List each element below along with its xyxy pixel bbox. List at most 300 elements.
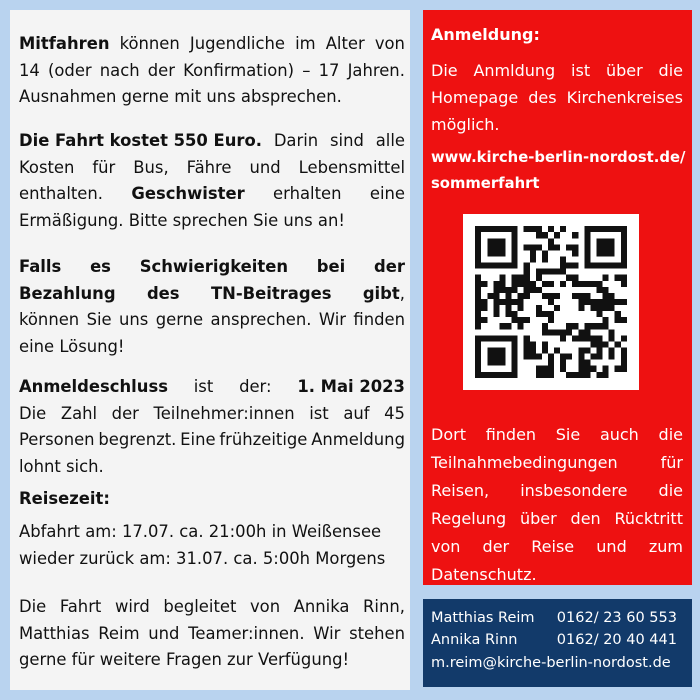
qr-module [554,348,560,354]
qr-module [603,323,609,329]
qr-module [566,372,572,378]
qr-module [536,269,542,275]
qr-module [621,256,627,262]
qr-module [597,348,603,354]
qr-module [475,341,481,347]
qr-module [554,269,560,275]
qr-module [603,287,609,293]
qr-module [524,263,530,269]
qr-module [512,263,518,269]
qr-module [530,348,536,354]
qr-module [524,281,530,287]
qr-module [566,244,572,250]
qr-module [512,226,518,232]
qr-module [584,250,590,256]
qr-module [548,354,554,360]
qr-module [597,281,603,287]
qr-module [518,281,524,287]
qr-module [603,317,609,323]
qr-module [584,366,590,372]
qr-module [615,366,621,372]
qr-module [512,281,518,287]
qr-module [518,323,524,329]
qr-module [572,293,578,299]
qr-module [512,256,518,262]
qr-module [530,250,536,256]
registration-text: Die Anmldung ist über die Homepage des Kirchenkreises möglich. [431,61,683,134]
qr-module [542,232,548,238]
contact-name: Annika Rinn [431,632,518,648]
qr-module [505,372,511,378]
qr-module [566,323,572,329]
qr-module [505,287,511,293]
qr-module [475,317,481,323]
qr-module [578,354,584,360]
qr-module [621,250,627,256]
registration-title: Anmeldung: [431,25,540,44]
qr-module [493,244,499,250]
qr-module [621,238,627,244]
qr-module [584,323,590,329]
qr-module [475,305,481,311]
qr-module [566,354,572,360]
qr-module [530,354,536,360]
contact-phone: 0162/ 23 60 553 [556,610,677,626]
travel-time-title: Reisezeit: [19,489,110,508]
qr-module [475,232,481,238]
qr-module [475,244,481,250]
qr-module [487,250,493,256]
qr-module [590,305,596,311]
qr-module [590,341,596,347]
contact-row [431,608,677,629]
qr-module [597,244,603,250]
qr-module [475,323,481,329]
qr-module [499,238,505,244]
qr-module [475,293,481,299]
qr-module [518,275,524,281]
qr-module [603,366,609,372]
qr-module [584,256,590,262]
qr-module [499,244,505,250]
qr-module [524,348,530,354]
qr-module [481,299,487,305]
qr-module [542,366,548,372]
cost-paragraph: Die Fahrt kostet 550 Euro. Darin sind alle Kosten für Bus, Fähre und Lebensmittel enthalten. Geschwister erhalten eine Ermäßigung. Bitte sprechen Sie uns an! [19,131,405,230]
qr-module [572,232,578,238]
qr-module [590,366,596,372]
qr-module [597,299,603,305]
qr-module [584,263,590,269]
qr-module [536,354,542,360]
qr-module [493,348,499,354]
qr-module [512,341,518,347]
qr-module [572,250,578,256]
qr-module [475,366,481,372]
qr-module [560,335,566,341]
qr-module [499,263,505,269]
qr-module [524,244,530,250]
qr-module [512,311,518,317]
qr-module [590,323,596,329]
qr-module [584,238,590,244]
qr-module [590,263,596,269]
qr-module [512,348,518,354]
qr-module [487,293,493,299]
qr-module [493,287,499,293]
qr-module [597,354,603,360]
qr-module [615,263,621,269]
registration-url[interactable]: www.kirche-berlin-nordost.de/ sommerfahrt [431,149,686,192]
qr-module [481,372,487,378]
qr-module [560,281,566,287]
qr-module [493,354,499,360]
qr-module [621,366,627,372]
qr-module [615,341,621,347]
qr-module [572,323,578,329]
qr-module [609,293,615,299]
qr-module [475,348,481,354]
contact-row [431,630,677,651]
conditions-text: Dort finden Sie auch die Teilnahmebedingungen für Reisen, insbesondere die Regelung über den Rücktritt von der Reise und zum Datenschutz. [431,425,683,584]
qr-module [578,360,584,366]
qr-module [621,275,627,281]
qr-module [590,226,596,232]
qr-module [597,250,603,256]
qr-module [621,299,627,305]
qr-module [499,335,505,341]
qr-module [615,299,621,305]
qr-module [603,299,609,305]
qr-module [505,305,511,311]
qr-module [560,263,566,269]
qr-module [584,360,590,366]
qr-module [512,238,518,244]
qr-module [609,263,615,269]
qr-module [512,372,518,378]
qr-module [615,275,621,281]
qr-module [530,341,536,347]
qr-module [487,360,493,366]
qr-module [524,269,530,275]
qr-module [487,244,493,250]
qr-module [505,335,511,341]
qr-module [518,305,524,311]
qr-module [609,305,615,311]
qr-module [590,335,596,341]
qr-module [615,311,621,317]
qr-module [493,360,499,366]
qr-module [512,335,518,341]
qr-module [524,226,530,232]
qr-module [578,299,584,305]
qr-module [578,335,584,341]
deadline-paragraph: Anmeldeschluss ist der: 1. Mai 2023 Die Zahl der Teilnehmer:innen ist auf 45 Personen begrenzt. Eine frühzeitige Anmeldung lohnt sich. [19,377,405,476]
qr-module [560,329,566,335]
qr-module [493,226,499,232]
qr-module [609,226,615,232]
qr-module [493,293,499,299]
qr-module [542,348,548,354]
qr-module [566,329,572,335]
qr-module [505,263,511,269]
qr-module [512,244,518,250]
qr-module [487,372,493,378]
qr-module [481,281,487,287]
qr-module [548,329,554,335]
qr-module [512,250,518,256]
qr-module [566,275,572,281]
qr-module [597,323,603,329]
qr-module [536,287,542,293]
qr-module [560,256,566,262]
qr-module [621,317,627,323]
qr-module [512,287,518,293]
travel-time-section [19,486,405,513]
qr-module [572,263,578,269]
qr-module [597,263,603,269]
qr-module [505,226,511,232]
qr-module [548,226,554,232]
qr-module [560,354,566,360]
qr-module [536,244,542,250]
qr-module [584,232,590,238]
qr-module [584,293,590,299]
qr-module [554,293,560,299]
qr-module [597,238,603,244]
qr-module [572,335,578,341]
qr-module [475,238,481,244]
qr-module [536,226,542,232]
qr-module [584,348,590,354]
qr-module [493,335,499,341]
qr-module [530,287,536,293]
qr-module [566,263,572,269]
qr-module [554,232,560,238]
qr-module [542,256,548,262]
qr-module [603,238,609,244]
qr-module [542,372,548,378]
qr-module [548,317,554,323]
qr-module [542,329,548,335]
qr-module [621,354,627,360]
qr-module [621,335,627,341]
qr-module [512,317,518,323]
qr-module [481,317,487,323]
qr-module [475,226,481,232]
qr-module [493,299,499,305]
qr-module [481,263,487,269]
qr-module [597,226,603,232]
qr-module [615,317,621,323]
qr-module [499,372,505,378]
qr-module [548,293,554,299]
qr-module [512,299,518,305]
qr-module [475,287,481,293]
team-paragraph: Die Fahrt wird begleitet von Annika Rinn, Matthias Reim und Teamer:innen. Wir stehen gerne für weitere Fragen zur Verfügung! [19,597,405,669]
qr-module [518,293,524,299]
qr-module [542,293,548,299]
qr-module [560,366,566,372]
qr-module [475,299,481,305]
qr-module [609,250,615,256]
qr-module [572,372,578,378]
qr-module [572,244,578,250]
qr-module [548,360,554,366]
qr-module [603,263,609,269]
qr-module [603,226,609,232]
qr-module [548,244,554,250]
qr-module [578,281,584,287]
qr-module [499,250,505,256]
qr-module [512,232,518,238]
qr-module [505,293,511,299]
qr-module [524,293,530,299]
qr-module [621,281,627,287]
contact-email[interactable]: m.reim@kirche-berlin-nordost.de [431,655,671,671]
qr-module [621,348,627,354]
qr-module [481,305,487,311]
qr-module [542,341,548,347]
qr-module [578,366,584,372]
qr-module [597,341,603,347]
qr-module [578,293,584,299]
qr-module [621,360,627,366]
qr-module [548,269,554,275]
qr-module [548,372,554,378]
qr-module [554,244,560,250]
qr-module [499,281,505,287]
qr-module [609,348,615,354]
qr-module [493,372,499,378]
qr-module [505,323,511,329]
qr-module [505,299,511,305]
qr-module [609,299,615,305]
qr-module [542,269,548,275]
qr-module [512,360,518,366]
qr-module [475,372,481,378]
qr-module [536,372,542,378]
qr-module [536,311,542,317]
qr-module [499,323,505,329]
qr-module [584,226,590,232]
qr-module [597,287,603,293]
qr-module [487,238,493,244]
qr-code-icon [463,214,639,390]
qr-module [609,238,615,244]
qr-module [512,366,518,372]
qr-module [572,275,578,281]
qr-module [536,305,542,311]
qr-module [584,372,590,378]
qr-module [499,354,505,360]
qr-module [609,329,615,335]
qr-module [603,293,609,299]
qr-module [524,275,530,281]
qr-module [499,299,505,305]
qr-module [597,335,603,341]
qr-module [609,335,615,341]
qr-module [584,281,590,287]
qr-module [560,226,566,232]
qr-module [487,354,493,360]
contact-phone: 0162/ 20 40 441 [556,632,677,648]
qr-module [536,275,542,281]
qr-module [475,250,481,256]
qr-module [603,341,609,347]
qr-module [475,256,481,262]
qr-module [603,372,609,378]
qr-module [493,250,499,256]
participants-paragraph: Mitfahren können Jugendliche im Alter von 14 (oder nach der Konfirmation) – 17 Jahren. Ausnahmen gerne mit uns absprechen. [19,34,405,106]
qr-module [590,354,596,360]
qr-module [487,263,493,269]
qr-module [554,305,560,311]
qr-module [524,354,530,360]
qr-module [542,281,548,287]
qr-module [524,335,530,341]
qr-module [499,226,505,232]
qr-module [560,269,566,275]
qr-module [524,317,530,323]
qr-module [493,238,499,244]
qr-module [578,372,584,378]
qr-module [524,287,530,293]
qr-module [597,305,603,311]
qr-module [518,317,524,323]
qr-module [615,226,621,232]
qr-module [499,275,505,281]
qr-module [518,299,524,305]
qr-module [609,244,615,250]
qr-module [493,281,499,287]
qr-module [597,372,603,378]
qr-module [493,263,499,269]
qr-module [621,226,627,232]
qr-module [493,311,499,317]
qr-module [560,360,566,366]
qr-module [603,244,609,250]
qr-module [481,335,487,341]
qr-module [578,348,584,354]
qr-module [499,348,505,354]
payment-paragraph: Falls es Schwierigkeiten bei der Bezahlung des TN-Beitrages gibt, können Sie uns gerne ansprechen. Wir finden eine Lösung! [19,257,405,356]
qr-module [530,281,536,287]
qr-module [487,348,493,354]
qr-module [621,263,627,269]
qr-module [475,263,481,269]
qr-module [505,311,511,317]
qr-module [536,366,542,372]
qr-module [475,335,481,341]
qr-module [548,311,554,317]
qr-module [609,354,615,360]
qr-module [603,250,609,256]
qr-module [475,311,481,317]
qr-module [548,281,554,287]
qr-module [572,281,578,287]
qr-module [584,329,590,335]
qr-module [554,329,560,335]
qr-module [548,366,554,372]
qr-module [487,335,493,341]
qr-module [548,299,554,305]
qr-module [603,275,609,281]
qr-module [597,311,603,317]
qr-module [530,244,536,250]
qr-module [481,226,487,232]
qr-module [584,299,590,305]
